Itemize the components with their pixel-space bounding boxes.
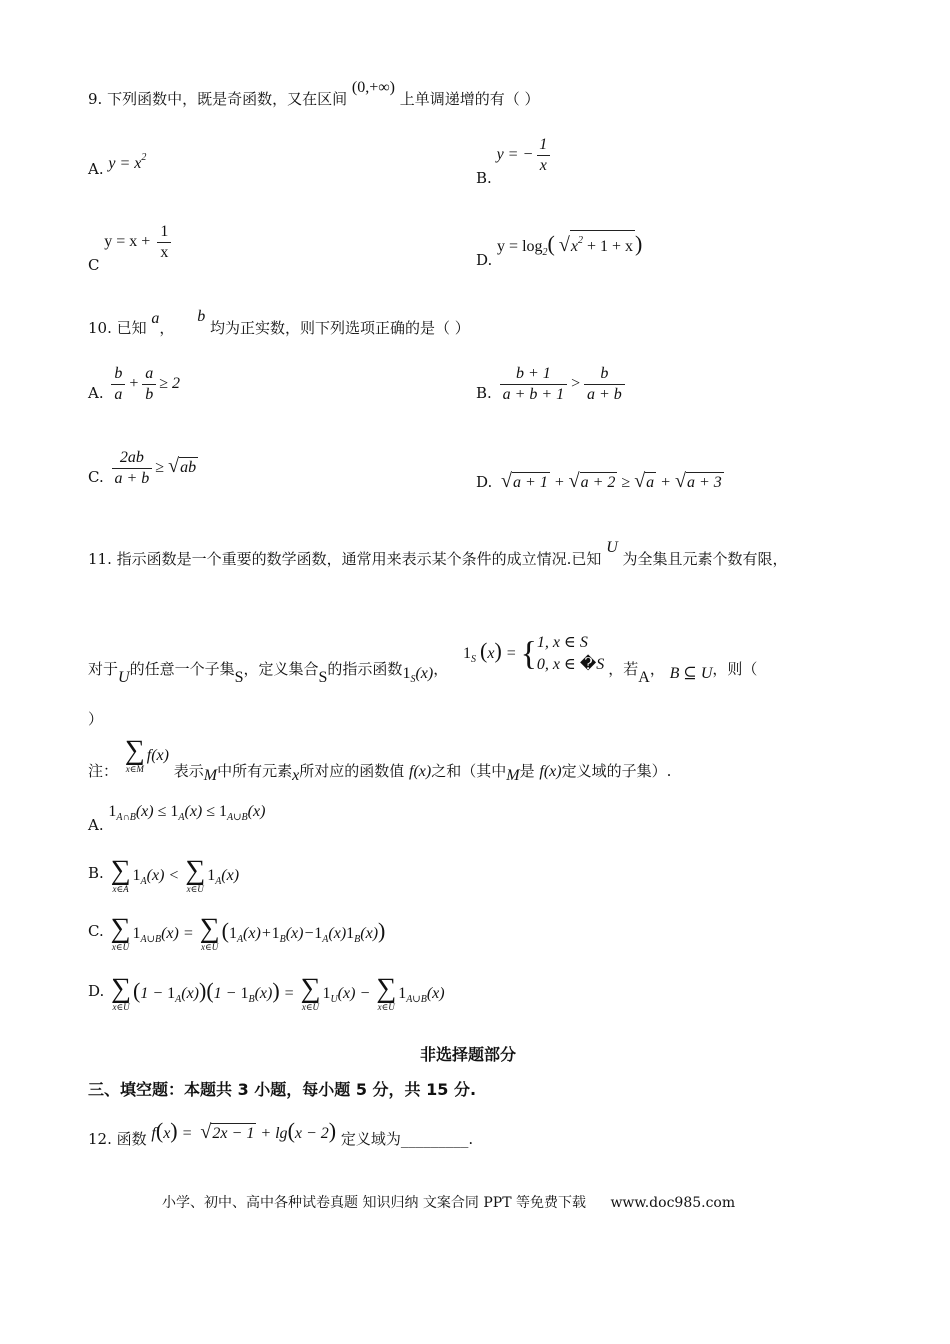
q11-stem-line3: ） — [88, 710, 104, 728]
q11-option-d: D. ∑ x∈U $(1 - 1_A(x))(1 - 1_B(x))$ = ∑ x∈U $1_U(x)$ − ∑ x∈U $1_{A\cup B}(x)$ — [88, 973, 445, 1012]
q9-d-label: D. — [476, 251, 493, 269]
part-title: 非选择题部分 — [420, 1045, 517, 1064]
q12-stem: 12. 函数 f(x) = √2x − 1 + lg(x − 2) 定义域为_________. — [88, 1118, 474, 1148]
q9-a-expr: $y = x^2$ — [108, 152, 147, 172]
q11-var-u: U — [606, 539, 618, 556]
q10-stem: 10. 已知 a， b 均为正实数，则下列选项正确的是（ ） — [88, 308, 470, 337]
q11-stem-line1: 11. 指示函数是一个重要的数学函数，通常用来表示某个条件的成立情况.已知 U 为全集且元素个数有限， — [88, 539, 788, 568]
q9-b-label: B. — [476, 169, 492, 188]
q9-b-expr: y = − $\frac{1}{x}$ — [497, 146, 554, 163]
q10-d-expr: √a + 1 + √a + 2 ≥ √a + √a + 3 — [501, 470, 722, 492]
q11-indicator-def: $1_S$ (x) = { 1, x ∈ S 0, x ∈ �S — [463, 634, 605, 673]
q10-option-d — [476, 470, 724, 493]
q10-stem-after: 均为正实数，则下列选项正确的是（ ） — [209, 319, 470, 337]
section-title: 三、填空题：本题共 3 小题，每小题 5 分，共 15 分. — [88, 1080, 477, 1099]
q9-option-a — [88, 152, 147, 179]
q11-stem-line2: 对于U的任意一个子集S，定义集合S的指示函数$1_S(x)$， $1_S$ (x) = { 1, x ∈ S 0, x ∈ �S ，若A， B ⊆ U，则（ — [88, 634, 758, 686]
footer — [162, 1192, 735, 1212]
q9-a-label: A. — [88, 160, 104, 178]
q10-d-label: D. — [476, 473, 493, 491]
q10-option-c — [88, 448, 198, 489]
q9-interval: (0,+∞) — [351, 79, 395, 96]
q10-c-label: C. — [88, 468, 104, 487]
q10-var-b: b — [197, 308, 206, 325]
footer-text: 小学、初中、高中各种试卷真题 知识归纳 文案合同 PPT 等免费下载 — [162, 1195, 586, 1211]
q11-option-a: A. $1_{A\cap B}(x) \le 1_A(x) \le 1_{A\cup B}(x)$ — [88, 803, 266, 834]
q10-var-a: a — [151, 310, 160, 327]
footer-site[interactable]: www.doc985.com — [610, 1195, 736, 1211]
q10-a-label: A. — [88, 384, 104, 403]
q11-option-c: C. ∑ x∈U $1_{A\cup B}(x)$ = ∑ x∈U $(1_A(x)+1_B(x)-1_A(x)1_B(x))$ — [88, 913, 386, 952]
q11-option-b: B. ∑ x∈A $1_A(x)$ < ∑ x∈U $1_A(x)$ — [88, 855, 240, 894]
q10-c-expr: $\frac{2ab}{a + b}$ ≥ √ab — [109, 459, 199, 476]
q9-c-expr: y = x + $\frac{1}{x}$ — [104, 233, 174, 250]
q9-c-label: C — [88, 256, 100, 275]
q10-option-b — [476, 364, 628, 405]
q9-stem-after: 上单调递增的有（ ） — [399, 90, 540, 108]
q9-option-d — [476, 230, 643, 269]
q10-option-a — [88, 364, 180, 405]
q10-a-expr: $\frac{b}{a}$ + $\frac{a}{b}$ ≥ 2 — [108, 375, 180, 392]
q9-stem-before: 9. 下列函数中，既是奇函数，又在区间 — [88, 90, 348, 108]
q10-stem-before: 10. 已知 — [88, 319, 147, 337]
q9-option-c — [88, 222, 174, 275]
q10-b-expr: $\frac{b + 1}{a + b + 1}$ > $\frac{b}{a + b}$ — [497, 375, 628, 392]
q9-d-expr: $y = \log_2$( $√x^2 + 1 + x$) — [497, 231, 643, 258]
q9-option-b — [476, 135, 553, 188]
q9-stem — [88, 79, 540, 109]
q10-b-label: B. — [476, 384, 492, 403]
q11-note: 注： ∑ x∈M f(x) 表示M中所有元素x所对应的函数值 f(x)之和（其中M是 f(x)定义域的子集）. — [88, 735, 672, 784]
